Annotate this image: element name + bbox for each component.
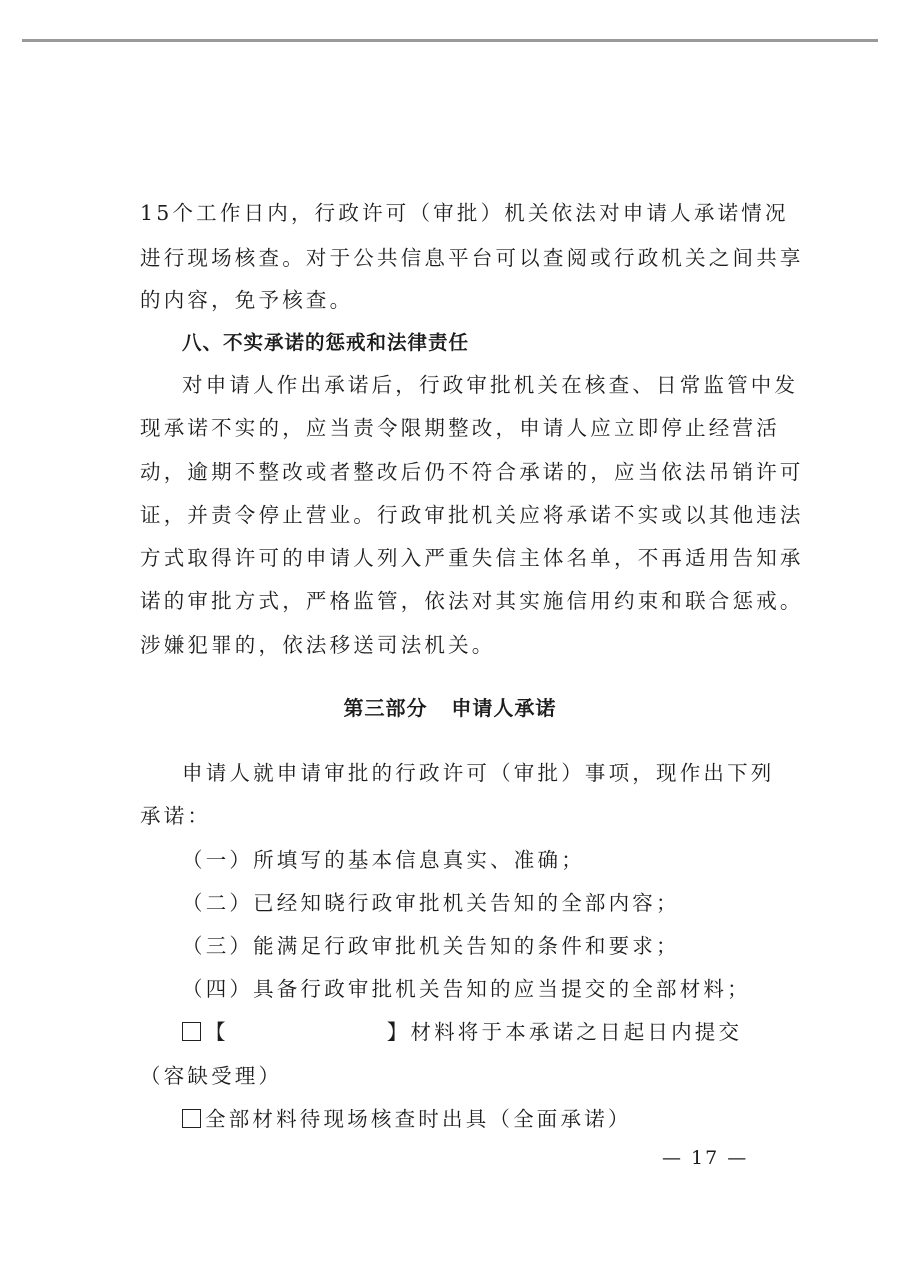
paragraph-line: 现承诺不实的，应当责令限期整改，申请人应立即停止经营活 — [140, 416, 780, 440]
paragraph-line: 15个工作日内，行政许可（审批）机关依法对申请人承诺情况 — [140, 201, 789, 225]
page-number: — 17 — — [662, 1147, 749, 1169]
checkbox-deferred[interactable] — [182, 1022, 201, 1041]
commitment-item: （三）能满足行政审批机关告知的条件和要求； — [182, 934, 680, 958]
section-heading: 八、不实承诺的惩戒和法律责任 — [182, 331, 470, 354]
part-title: 第三部分 申请人承诺 — [343, 696, 557, 720]
paragraph-line: 进行现场核查。对于公共信息平台可以查阅或行政机关之间共享 — [140, 246, 804, 270]
checkbox-full[interactable] — [182, 1109, 201, 1128]
option-full — [182, 1104, 780, 1134]
commitment-item: （二）已经知晓行政审批机关告知的全部内容； — [182, 891, 680, 915]
commitment-item: （四）具备行政审批机关告知的应当提交的全部材料； — [182, 977, 751, 1001]
option-deferred — [182, 1017, 780, 1047]
paragraph-line: 申请人就申请审批的行政许可（审批）事项，现作出下列 — [182, 761, 775, 785]
paragraph-line: 对申请人作出承诺后，行政审批机关在核查、日常监管中发 — [182, 373, 799, 397]
bracket-open: 【 — [205, 1020, 229, 1044]
paragraph-line: 涉嫌犯罪的，依法移送司法机关。 — [140, 633, 496, 657]
paragraph-line: 诺的审批方式，严格监管，依法对其实施信用约束和联合惩戒。 — [140, 589, 804, 613]
commitment-item: （一）所填写的基本信息真实、准确； — [182, 848, 585, 872]
option-deferred-text: 】材料将于本承诺之日起日内提交 — [386, 1020, 743, 1044]
paragraph-line: 方式取得许可的申请人列入严重失信主体名单，不再适用告知承 — [140, 546, 804, 570]
option-deferred-note: （容缺受理） — [140, 1064, 283, 1088]
paragraph-line: 证，并责令停止营业。行政审批机关应将承诺不实或以其他违法 — [140, 503, 804, 527]
option-full-text: 全部材料待现场核查时出具（全面承诺） — [205, 1107, 632, 1131]
paragraph-line: 动，逾期不整改或者整改后仍不符合承诺的，应当依法吊销许可 — [140, 460, 804, 484]
paragraph-line: 承诺： — [140, 804, 212, 828]
paragraph-line: 的内容，免予核查。 — [140, 288, 354, 312]
